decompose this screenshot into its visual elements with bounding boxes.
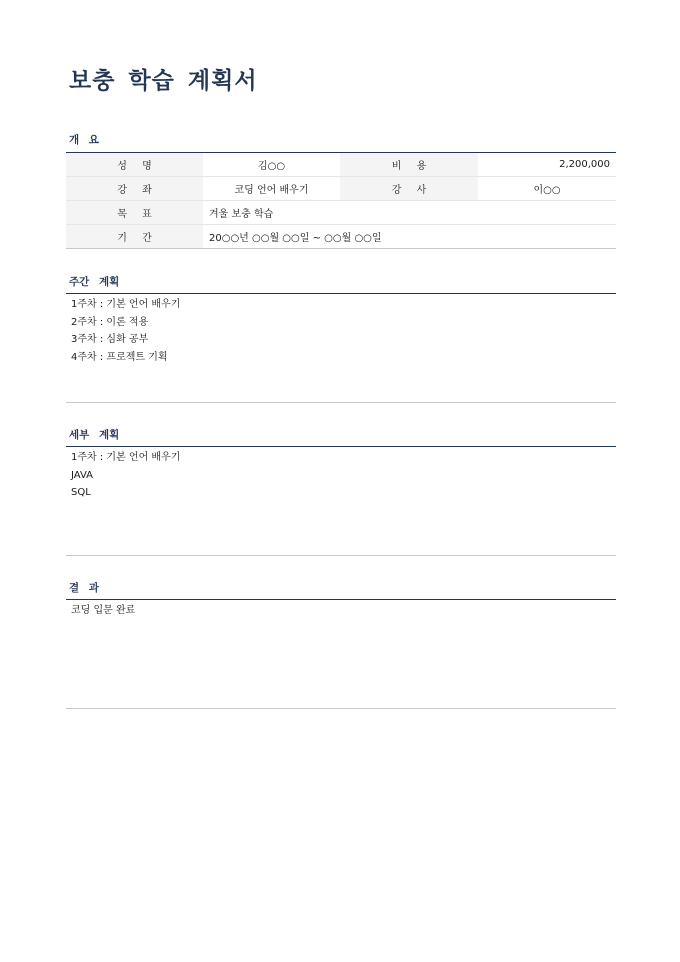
overview-heading: 개 요	[69, 134, 99, 146]
goal-value: 겨울 보충 학습	[203, 201, 616, 225]
page-title: 보충 학습 계획서	[69, 68, 258, 94]
detail-plan-line: SQL	[71, 487, 91, 498]
weekly-plan-heading: 주간 계획	[69, 276, 120, 288]
overview-table	[66, 152, 616, 249]
overview-row-goal	[66, 201, 616, 225]
period-value: 20○○년 ○○월 ○○일 ~ ○○월 ○○일	[209, 233, 382, 244]
detail-plan-heading: 세부 계획	[69, 429, 120, 441]
name-value: 김○○	[203, 153, 340, 177]
weekly-plan-line: 4주차 : 프로젝트 기획	[71, 351, 168, 363]
period-label: 기 간	[66, 225, 203, 249]
result-line: 코딩 입문 완료	[71, 605, 136, 616]
weekly-plan-line: 2주차 : 이론 적용	[71, 316, 149, 328]
weekly-plan-box	[66, 293, 616, 403]
overview-row-period	[66, 225, 616, 249]
result-heading: 결 과	[69, 582, 99, 594]
detail-plan-line: JAVA	[71, 469, 94, 481]
goal-label: 목 표	[66, 201, 203, 225]
cost-value: 2,200,000	[478, 153, 616, 177]
detail-plan-line: 1주차 : 기본 언어 배우기	[71, 452, 181, 463]
name-label: 성 명	[66, 153, 203, 177]
course-label: 강 좌	[66, 177, 203, 201]
overview-row-name	[66, 153, 616, 177]
weekly-plan-line: 3주차 : 심화 공부	[71, 334, 149, 345]
detail-plan-box	[66, 446, 616, 556]
weekly-plan-line: 1주차 : 기본 언어 배우기	[71, 299, 181, 310]
instructor-value: 이○○	[478, 177, 616, 201]
instructor-label: 강 사	[340, 177, 478, 201]
cost-label: 비 용	[340, 153, 478, 177]
result-box	[66, 599, 616, 709]
overview-row-course	[66, 177, 616, 201]
course-value: 코딩 언어 배우기	[203, 177, 340, 201]
